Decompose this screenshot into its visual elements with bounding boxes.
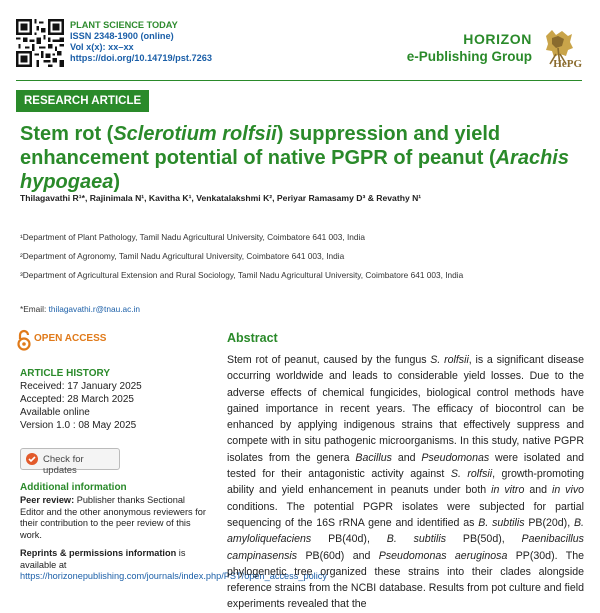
publisher-name [407,30,532,66]
article-type-badge: RESEARCH ARTICLE [16,90,149,112]
journal-info [70,20,212,64]
additional-info-heading: Additional information [20,482,127,493]
article-history-heading: ARTICLE HISTORY [20,368,111,379]
qr-code [16,19,64,67]
publisher-logo-text: HePG [553,58,582,70]
journal-volume: Vol x(x): xx–xx [70,42,134,52]
abstract-text: Stem rot of peanut, caused by the fungus S. rolfsii, is a significant disease occurring worldwide and leads to considerable yield losses. Due to the adverse effects of chemical fungicides, biological control methods have gained importance in recent years. The efficacy of biocontrol can be enhanced by applying indigenous strains that effectively suppress and compete with in situ pathogenic microorganisms. In this study, native PGPR isolates from the genera Bacillus and Pseudomonas were isolated and tested for their antagonistic activity against S. rolfsii, growth-promoting ability and yield enhancement in peanuts under both in vitro and in vivo conditions. The potential PGPR isolates were subjected for partial sequencing of the 16S rRNA gene and identified as B. subtilis PB(20d), B. amyloliquefaciens PB(40d), B. subtilis PB(50d), Paenibacillus campinasensis PB(60d) and Pseudomonas aeruginosa PP(30d). The phylogenetic tree organized these strains into their clades alongside reference strains from the NCBI database. Results from pot culture and field experiments revealed that the [227,354,585,611]
peer-review-text: Peer review: Publisher thanks Sectional Editor and the other anonymous reviewers for their contribution to the peer review of this work. [20,495,206,540]
corresponding-email: *Email: thilagavathi.r@tnau.ac.in [20,304,141,314]
check-updates-icon [25,452,39,466]
publisher-line2: e-Publishing Group [406,49,532,64]
affiliation-3: ³Department of Agricultural Extension and Rural Sociology, Tamil Nadu Agricultural University, Coimbatore 641 003, India [20,270,464,280]
affiliation-2: ²Department of Agronomy, Tamil Nadu Agricultural University, Coimbatore 641 003, India [20,251,345,261]
abstract-heading: Abstract [227,331,278,345]
doi-link[interactable]: https://doi.org/10.14719/pst.7263 [70,53,212,63]
open-access-label: OPEN ACCESS [34,333,107,344]
email-link[interactable]: thilagavathi.r@tnau.ac.in [48,304,141,314]
reprints-link[interactable]: https://horizonepublishing.com/journals/index.php/PST/open_access_policy [20,571,327,582]
header-divider [16,80,582,81]
reprints-info: Reprints & permissions information is available at https://horizonepublishing.com/journals/index.php/PST/open_access_policy [20,548,327,582]
article-title: Stem rot (Sclerotium rolfsii) suppression and yield enhancement potential of native PGPR of peanut (Arachis hypogaea) [20,123,569,193]
received-date: Received: 17 January 2025 [20,381,142,392]
accepted-date: Accepted: 28 March 2025 [20,394,134,405]
open-access-lock-icon [16,329,32,351]
available-online: Available online [20,407,90,418]
check-for-updates-button[interactable] [20,448,120,476]
journal-issn: ISSN 2348-1900 (online) [70,31,174,41]
publisher-line1: HORIZON [463,31,532,47]
journal-name: PLANT SCIENCE TODAY [70,20,178,30]
affiliation-1: ¹Department of Plant Pathology, Tamil Nadu Agricultural University, Coimbatore 641 003, India [20,232,365,242]
version-info: Version 1.0 : 08 May 2025 [20,420,137,431]
author-list: Thilagavathi R¹*, Rajinimala N¹, Kavitha K¹, Venkatalakshmi K², Periyar Ramasamy D³ & Revathy N¹ [20,193,422,203]
check-updates-label: Check for updates [43,454,84,476]
